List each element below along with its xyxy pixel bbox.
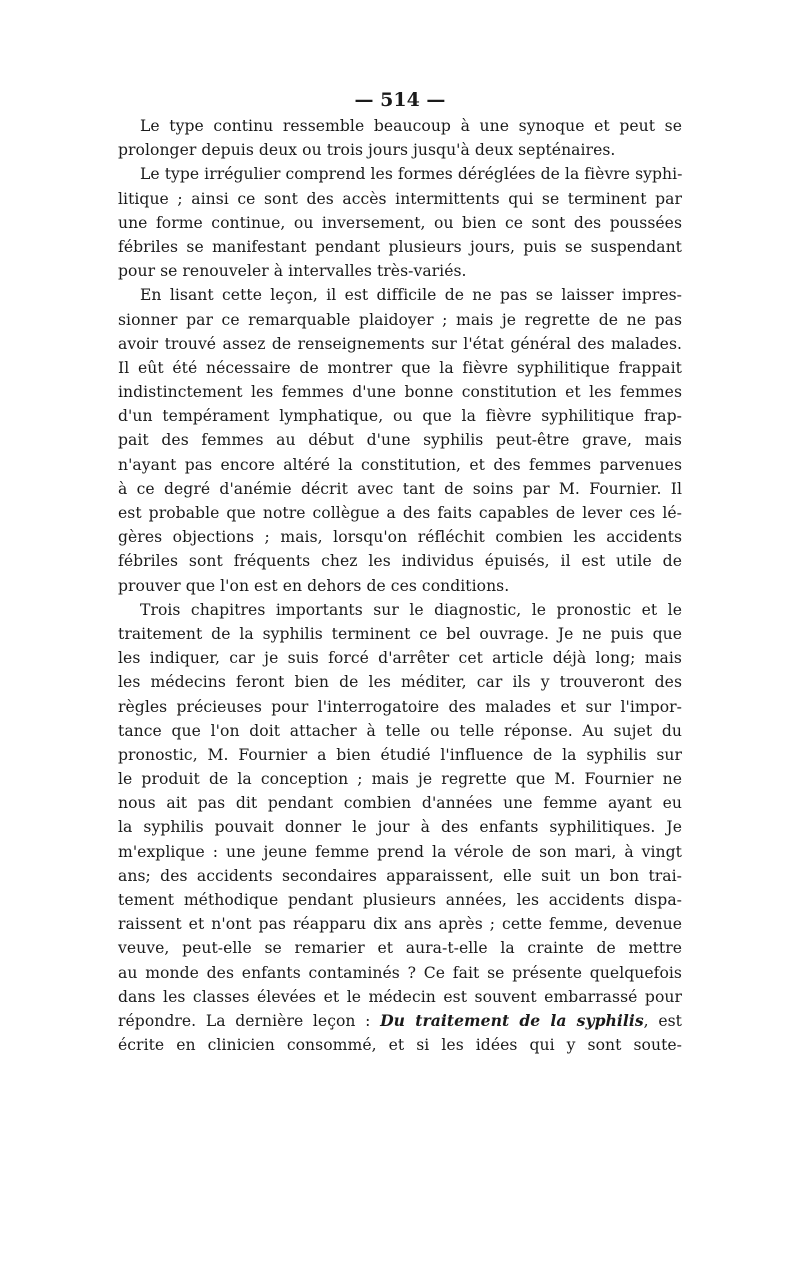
text-line: règles précieuses pour l'interrogatoire des malades et sur l'impor- (118, 697, 682, 716)
text-line: pour se renouveler à intervalles très-variés. (118, 262, 467, 281)
text-line: d'un tempérament lymphatique, ou que la fièvre syphilitique frap- (118, 407, 682, 426)
italic-lesson-title: Du traitement de la syphilis (380, 1010, 644, 1030)
page-number: — 514 — (354, 89, 446, 111)
text-line: Le type irrégulier comprend les formes déréglées de la fièvre syphi- (140, 165, 683, 184)
text-line: nous ait pas dit pendant combien d'années une femme ayant eu (118, 794, 682, 813)
text-line: pait des femmes au début d'une syphilis peut-être grave, mais (118, 431, 682, 450)
text-line: prolonger depuis deux ou trois jours jusqu'à deux septénaires. (118, 141, 616, 160)
text-line: les médecins feront bien de les méditer, car ils y trouveront des (118, 673, 682, 692)
text-line: m'explique : une jeune femme prend la vérole de son mari, à vingt (118, 842, 682, 861)
body-text (118, 114, 682, 1009)
text-line: est probable que notre collègue a des faits capables de lever ces lé- (118, 504, 682, 522)
text-line-with-italic-title (118, 1009, 682, 1033)
text-line: à ce degré d'anémie décrit avec tant de soins par M. Fournier. Il (118, 479, 682, 498)
text-line: les indiquer, car je suis forcé d'arrêter cet article déjà long; mais (118, 649, 682, 668)
text-segment: répondre. La dernière leçon : (118, 1011, 381, 1030)
text-line: fébriles se manifestant pendant plusieurs jours, puis se suspendant (118, 237, 682, 256)
text-line: prouver que l'on est en dehors de ces conditions. (118, 576, 510, 595)
text-line: dans les classes élevées et le médecin est souvent embarrassé pour (118, 987, 682, 1006)
text-line: écrite en clinicien consommé, et si les idées qui y sont soute- (118, 1036, 682, 1055)
text-line: avoir trouvé assez de renseignements sur l'état général des malades. (118, 334, 682, 353)
text-line: tement méthodique pendant plusieurs années, les accidents dispa- (118, 891, 682, 909)
text-line: sionner par ce remarquable plaidoyer ; mais je regrette de ne pas (118, 310, 682, 329)
text-line: tance que l'on doit attacher à telle ou telle réponse. Au sujet du (118, 721, 682, 740)
text-line: fébriles sont fréquents chez les individus épuisés, il est utile de (118, 552, 682, 571)
text-line: litique ; ainsi ce sont des accès intermittents qui se terminent par (118, 189, 682, 208)
text-line: une forme continue, ou inversement, ou bien ce sont des poussées (118, 213, 682, 232)
text-line: le produit de la conception ; mais je regrette que M. Fournier ne (118, 770, 682, 789)
text-line: Le type continu ressemble beaucoup à une synoque et peut se (140, 117, 682, 135)
text-line: gères objections ; mais, lorsqu'on réfléchit combien les accidents (118, 528, 682, 547)
text-line: veuve, peut-elle se remarier et aura-t-elle la crainte de mettre (118, 939, 682, 958)
text-line: raissent et n'ont pas réapparu dix ans après ; cette femme, devenue (118, 915, 682, 934)
text-line: Trois chapitres importants sur le diagnostic, le pronostic et le (140, 600, 682, 619)
text-segment: , est (643, 1011, 682, 1030)
text-line: Il eût été nécessaire de montrer que la fièvre syphilitique frappait (118, 358, 682, 377)
text-line: indistinctement les femmes d'une bonne constitution et les femmes (118, 383, 682, 402)
text-line: En lisant cette leçon, il est difficile de ne pas se laisser impres- (140, 286, 682, 305)
page (118, 88, 682, 1057)
text-line: traitement de la syphilis terminent ce bel ouvrage. Je ne puis que (118, 624, 682, 643)
text-line: pronostic, M. Fournier a bien étudié l'influence de la syphilis sur (118, 745, 682, 764)
text-line: la syphilis pouvait donner le jour à des enfants syphilitiques. Je (118, 818, 682, 837)
text-line: ans; des accidents secondaires apparaissent, elle suit un bon trai- (118, 866, 682, 885)
text-line: au monde des enfants contaminés ? Ce fait se présente quelquefois (118, 963, 682, 982)
text-line: n'ayant pas encore altéré la constitution, et des femmes parvenues (118, 455, 682, 474)
